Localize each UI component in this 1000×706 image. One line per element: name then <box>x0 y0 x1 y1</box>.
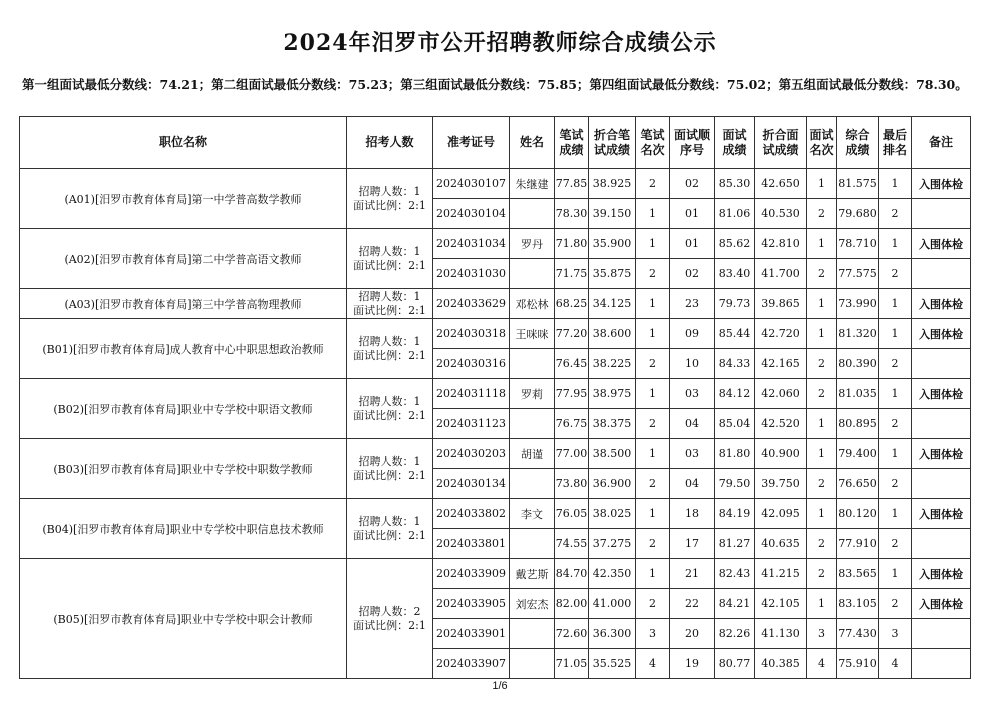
interview-rank: 3 <box>807 619 837 649</box>
weighted-interview-score: 41.700 <box>755 259 807 289</box>
interview-rank: 2 <box>807 199 837 229</box>
candidate-name: 胡谨 <box>510 439 555 469</box>
exam-id: 2024033629 <box>433 289 510 319</box>
final-rank: 1 <box>879 439 912 469</box>
written-score: 84.70 <box>555 559 589 589</box>
written-rank: 1 <box>636 559 670 589</box>
written-rank: 1 <box>636 229 670 259</box>
final-rank: 1 <box>879 289 912 319</box>
position-name: (B01)[汨罗市教育体育局]成人教育中心中职思想政治教师 <box>20 319 347 379</box>
interview-order: 04 <box>670 409 715 439</box>
position-name: (B02)[汨罗市教育体育局]职业中专学校中职语文教师 <box>20 379 347 439</box>
composite-score: 78.710 <box>837 229 879 259</box>
remark: 入围体检 <box>912 589 971 619</box>
position-name: (B03)[汨罗市教育体育局]职业中专学校中职数学教师 <box>20 439 347 499</box>
final-rank: 3 <box>879 619 912 649</box>
weighted-interview-score: 40.530 <box>755 199 807 229</box>
weighted-written-score: 41.000 <box>589 589 636 619</box>
composite-score: 81.320 <box>837 319 879 349</box>
exam-id: 2024033802 <box>433 499 510 529</box>
final-rank: 2 <box>879 409 912 439</box>
interview-order: 09 <box>670 319 715 349</box>
weighted-interview-score: 41.130 <box>755 619 807 649</box>
weighted-interview-score: 42.165 <box>755 349 807 379</box>
interview-order: 01 <box>670 199 715 229</box>
remark: 入围体检 <box>912 559 971 589</box>
interview-score: 84.19 <box>715 499 755 529</box>
final-rank: 2 <box>879 349 912 379</box>
table-header-row <box>20 117 971 169</box>
interview-score: 84.21 <box>715 589 755 619</box>
interview-order: 21 <box>670 559 715 589</box>
candidate-name: 罗丹 <box>510 229 555 259</box>
remark: 入围体检 <box>912 319 971 349</box>
final-rank: 1 <box>879 169 912 199</box>
written-score: 76.75 <box>555 409 589 439</box>
interview-order: 02 <box>670 169 715 199</box>
final-rank: 2 <box>879 469 912 499</box>
candidate-name: 李文 <box>510 499 555 529</box>
column-header: 笔试 成绩 <box>555 117 589 169</box>
written-rank: 1 <box>636 289 670 319</box>
interview-score: 82.43 <box>715 559 755 589</box>
composite-score: 77.910 <box>837 529 879 559</box>
weighted-written-score: 38.375 <box>589 409 636 439</box>
minimum-score-line: 第一组面试最低分数线：74.21；第二组面试最低分数线：75.23；第三组面试最低分数线：75.85；第四组面试最低分数线：75.02；第五组面试最低分数线：78.30。 <box>22 77 968 92</box>
remark: 入围体检 <box>912 169 971 199</box>
recruit-info: 招聘人数：1 面试比例：2:1 <box>347 229 433 289</box>
column-header: 面试 名次 <box>807 117 837 169</box>
exam-id: 2024030104 <box>433 199 510 229</box>
interview-rank: 1 <box>807 499 837 529</box>
written-score: 77.95 <box>555 379 589 409</box>
interview-order: 20 <box>670 619 715 649</box>
remark: 入围体检 <box>912 499 971 529</box>
written-rank: 2 <box>636 469 670 499</box>
position-name: (B04)[汨罗市教育体育局]职业中专学校中职信息技术教师 <box>20 499 347 559</box>
recruit-info: 招聘人数：1 面试比例：2:1 <box>347 379 433 439</box>
column-header: 面试 成绩 <box>715 117 755 169</box>
page-number: 1/6 <box>492 680 508 692</box>
candidate-name <box>510 409 555 439</box>
interview-rank: 2 <box>807 379 837 409</box>
written-score: 73.80 <box>555 469 589 499</box>
interview-score: 85.04 <box>715 409 755 439</box>
weighted-written-score: 42.350 <box>589 559 636 589</box>
candidate-name: 刘宏杰 <box>510 589 555 619</box>
candidate-name: 罗莉 <box>510 379 555 409</box>
interview-order: 02 <box>670 259 715 289</box>
written-score: 77.00 <box>555 439 589 469</box>
remark <box>912 619 971 649</box>
written-score: 72.60 <box>555 619 589 649</box>
recruit-info: 招聘人数：1 面试比例：2:1 <box>347 289 433 319</box>
column-header: 笔试 名次 <box>636 117 670 169</box>
remark <box>912 409 971 439</box>
candidate-name <box>510 259 555 289</box>
interview-order: 03 <box>670 379 715 409</box>
composite-score: 76.650 <box>837 469 879 499</box>
recruit-info: 招聘人数：1 面试比例：2:1 <box>347 169 433 229</box>
composite-score: 81.035 <box>837 379 879 409</box>
interview-score: 81.06 <box>715 199 755 229</box>
written-rank: 2 <box>636 259 670 289</box>
composite-score: 77.430 <box>837 619 879 649</box>
weighted-interview-score: 40.635 <box>755 529 807 559</box>
recruit-info: 招聘人数：1 面试比例：2:1 <box>347 439 433 499</box>
column-header: 面试顺 序号 <box>670 117 715 169</box>
remark: 入围体检 <box>912 439 971 469</box>
weighted-interview-score: 39.865 <box>755 289 807 319</box>
weighted-interview-score: 39.750 <box>755 469 807 499</box>
written-score: 77.20 <box>555 319 589 349</box>
interview-order: 01 <box>670 229 715 259</box>
weighted-written-score: 36.900 <box>589 469 636 499</box>
column-header: 综合 成绩 <box>837 117 879 169</box>
weighted-written-score: 38.225 <box>589 349 636 379</box>
exam-id: 2024030107 <box>433 169 510 199</box>
table-row <box>20 559 971 589</box>
interview-order: 19 <box>670 649 715 679</box>
interview-score: 84.12 <box>715 379 755 409</box>
composite-score: 73.990 <box>837 289 879 319</box>
remark <box>912 259 971 289</box>
exam-id: 2024031123 <box>433 409 510 439</box>
remark <box>912 649 971 679</box>
exam-id: 2024030316 <box>433 349 510 379</box>
interview-score: 85.62 <box>715 229 755 259</box>
exam-id: 2024033909 <box>433 559 510 589</box>
composite-score: 80.120 <box>837 499 879 529</box>
exam-id: 2024031030 <box>433 259 510 289</box>
final-rank: 2 <box>879 589 912 619</box>
exam-id: 2024031118 <box>433 379 510 409</box>
recruit-info: 招聘人数：2 面试比例：2:1 <box>347 559 433 679</box>
table-row <box>20 439 971 469</box>
position-name: (A02)[汨罗市教育体育局]第二中学普高语文教师 <box>20 229 347 289</box>
table-row <box>20 499 971 529</box>
written-score: 71.80 <box>555 229 589 259</box>
column-header: 招考人数 <box>347 117 433 169</box>
interview-order: 03 <box>670 439 715 469</box>
written-rank: 4 <box>636 649 670 679</box>
recruit-info: 招聘人数：1 面试比例：2:1 <box>347 499 433 559</box>
written-score: 76.45 <box>555 349 589 379</box>
interview-score: 80.77 <box>715 649 755 679</box>
exam-id: 2024033907 <box>433 649 510 679</box>
written-rank: 3 <box>636 619 670 649</box>
written-rank: 2 <box>636 349 670 379</box>
final-rank: 4 <box>879 649 912 679</box>
interview-rank: 2 <box>807 529 837 559</box>
column-header: 折合笔 试成绩 <box>589 117 636 169</box>
interview-score: 81.27 <box>715 529 755 559</box>
interview-rank: 1 <box>807 589 837 619</box>
exam-id: 2024030203 <box>433 439 510 469</box>
weighted-interview-score: 42.520 <box>755 409 807 439</box>
interview-rank: 2 <box>807 349 837 379</box>
interview-rank: 1 <box>807 169 837 199</box>
weighted-written-score: 34.125 <box>589 289 636 319</box>
final-rank: 2 <box>879 259 912 289</box>
remark: 入围体检 <box>912 379 971 409</box>
table-row <box>20 289 971 319</box>
results-table <box>19 116 971 679</box>
weighted-written-score: 36.300 <box>589 619 636 649</box>
weighted-written-score: 37.275 <box>589 529 636 559</box>
composite-score: 79.680 <box>837 199 879 229</box>
final-rank: 1 <box>879 379 912 409</box>
composite-score: 75.910 <box>837 649 879 679</box>
interview-order: 04 <box>670 469 715 499</box>
interview-rank: 1 <box>807 319 837 349</box>
column-header: 折合面 试成绩 <box>755 117 807 169</box>
weighted-written-score: 38.025 <box>589 499 636 529</box>
exam-id: 2024031034 <box>433 229 510 259</box>
final-rank: 1 <box>879 499 912 529</box>
written-rank: 2 <box>636 589 670 619</box>
written-rank: 1 <box>636 319 670 349</box>
exam-id: 2024033901 <box>433 619 510 649</box>
table-row <box>20 169 971 199</box>
interview-rank: 2 <box>807 469 837 499</box>
weighted-written-score: 35.900 <box>589 229 636 259</box>
weighted-interview-score: 42.650 <box>755 169 807 199</box>
interview-rank: 4 <box>807 649 837 679</box>
column-header: 准考证号 <box>433 117 510 169</box>
interview-order: 23 <box>670 289 715 319</box>
candidate-name <box>510 649 555 679</box>
composite-score: 80.390 <box>837 349 879 379</box>
written-score: 68.25 <box>555 289 589 319</box>
interview-order: 10 <box>670 349 715 379</box>
composite-score: 79.400 <box>837 439 879 469</box>
composite-score: 81.575 <box>837 169 879 199</box>
exam-id: 2024030134 <box>433 469 510 499</box>
candidate-name: 邓松林 <box>510 289 555 319</box>
candidate-name <box>510 529 555 559</box>
written-rank: 2 <box>636 529 670 559</box>
weighted-interview-score: 42.810 <box>755 229 807 259</box>
weighted-written-score: 35.875 <box>589 259 636 289</box>
candidate-name <box>510 199 555 229</box>
final-rank: 1 <box>879 229 912 259</box>
candidate-name: 王咪咪 <box>510 319 555 349</box>
interview-score: 83.40 <box>715 259 755 289</box>
remark <box>912 529 971 559</box>
composite-score: 77.575 <box>837 259 879 289</box>
written-rank: 2 <box>636 409 670 439</box>
candidate-name: 朱继建 <box>510 169 555 199</box>
remark <box>912 469 971 499</box>
interview-score: 85.30 <box>715 169 755 199</box>
remark: 入围体检 <box>912 229 971 259</box>
column-header: 职位名称 <box>20 117 347 169</box>
table-row <box>20 379 971 409</box>
interview-order: 22 <box>670 589 715 619</box>
page-title: 2024年汨罗市公开招聘教师综合成绩公示 <box>283 30 717 56</box>
table-row <box>20 229 971 259</box>
interview-score: 82.26 <box>715 619 755 649</box>
final-rank: 2 <box>879 529 912 559</box>
written-rank: 2 <box>636 169 670 199</box>
weighted-interview-score: 42.720 <box>755 319 807 349</box>
written-score: 78.30 <box>555 199 589 229</box>
interview-score: 85.44 <box>715 319 755 349</box>
composite-score: 80.895 <box>837 409 879 439</box>
written-score: 82.00 <box>555 589 589 619</box>
written-rank: 1 <box>636 199 670 229</box>
final-rank: 2 <box>879 199 912 229</box>
table-row <box>20 319 971 349</box>
final-rank: 1 <box>879 319 912 349</box>
interview-rank: 2 <box>807 259 837 289</box>
interview-score: 79.50 <box>715 469 755 499</box>
weighted-written-score: 38.500 <box>589 439 636 469</box>
written-rank: 1 <box>636 379 670 409</box>
interview-score: 81.80 <box>715 439 755 469</box>
interview-rank: 1 <box>807 439 837 469</box>
weighted-interview-score: 41.215 <box>755 559 807 589</box>
weighted-interview-score: 42.095 <box>755 499 807 529</box>
position-name: (B05)[汨罗市教育体育局]职业中专学校中职会计教师 <box>20 559 347 679</box>
interview-rank: 2 <box>807 559 837 589</box>
weighted-written-score: 35.525 <box>589 649 636 679</box>
column-header: 备注 <box>912 117 971 169</box>
exam-id: 2024033801 <box>433 529 510 559</box>
interview-rank: 1 <box>807 229 837 259</box>
composite-score: 83.565 <box>837 559 879 589</box>
written-score: 71.05 <box>555 649 589 679</box>
weighted-written-score: 38.925 <box>589 169 636 199</box>
written-score: 71.75 <box>555 259 589 289</box>
written-score: 76.05 <box>555 499 589 529</box>
interview-score: 84.33 <box>715 349 755 379</box>
exam-id: 2024033905 <box>433 589 510 619</box>
written-rank: 1 <box>636 499 670 529</box>
candidate-name: 戴艺斯 <box>510 559 555 589</box>
candidate-name <box>510 619 555 649</box>
weighted-written-score: 38.600 <box>589 319 636 349</box>
exam-id: 2024030318 <box>433 319 510 349</box>
written-score: 74.55 <box>555 529 589 559</box>
remark <box>912 349 971 379</box>
written-score: 77.85 <box>555 169 589 199</box>
recruit-info: 招聘人数：1 面试比例：2:1 <box>347 319 433 379</box>
interview-score: 79.73 <box>715 289 755 319</box>
weighted-written-score: 39.150 <box>589 199 636 229</box>
candidate-name <box>510 349 555 379</box>
column-header: 最后 排名 <box>879 117 912 169</box>
interview-rank: 1 <box>807 409 837 439</box>
weighted-interview-score: 42.105 <box>755 589 807 619</box>
weighted-interview-score: 40.385 <box>755 649 807 679</box>
remark: 入围体检 <box>912 289 971 319</box>
final-rank: 1 <box>879 559 912 589</box>
position-name: (A03)[汨罗市教育体育局]第三中学普高物理教师 <box>20 289 347 319</box>
weighted-written-score: 38.975 <box>589 379 636 409</box>
interview-order: 17 <box>670 529 715 559</box>
weighted-interview-score: 40.900 <box>755 439 807 469</box>
remark <box>912 199 971 229</box>
position-name: (A01)[汨罗市教育体育局]第一中学普高数学教师 <box>20 169 347 229</box>
composite-score: 83.105 <box>837 589 879 619</box>
interview-order: 18 <box>670 499 715 529</box>
weighted-interview-score: 42.060 <box>755 379 807 409</box>
candidate-name <box>510 469 555 499</box>
interview-rank: 1 <box>807 289 837 319</box>
column-header: 姓名 <box>510 117 555 169</box>
written-rank: 1 <box>636 439 670 469</box>
